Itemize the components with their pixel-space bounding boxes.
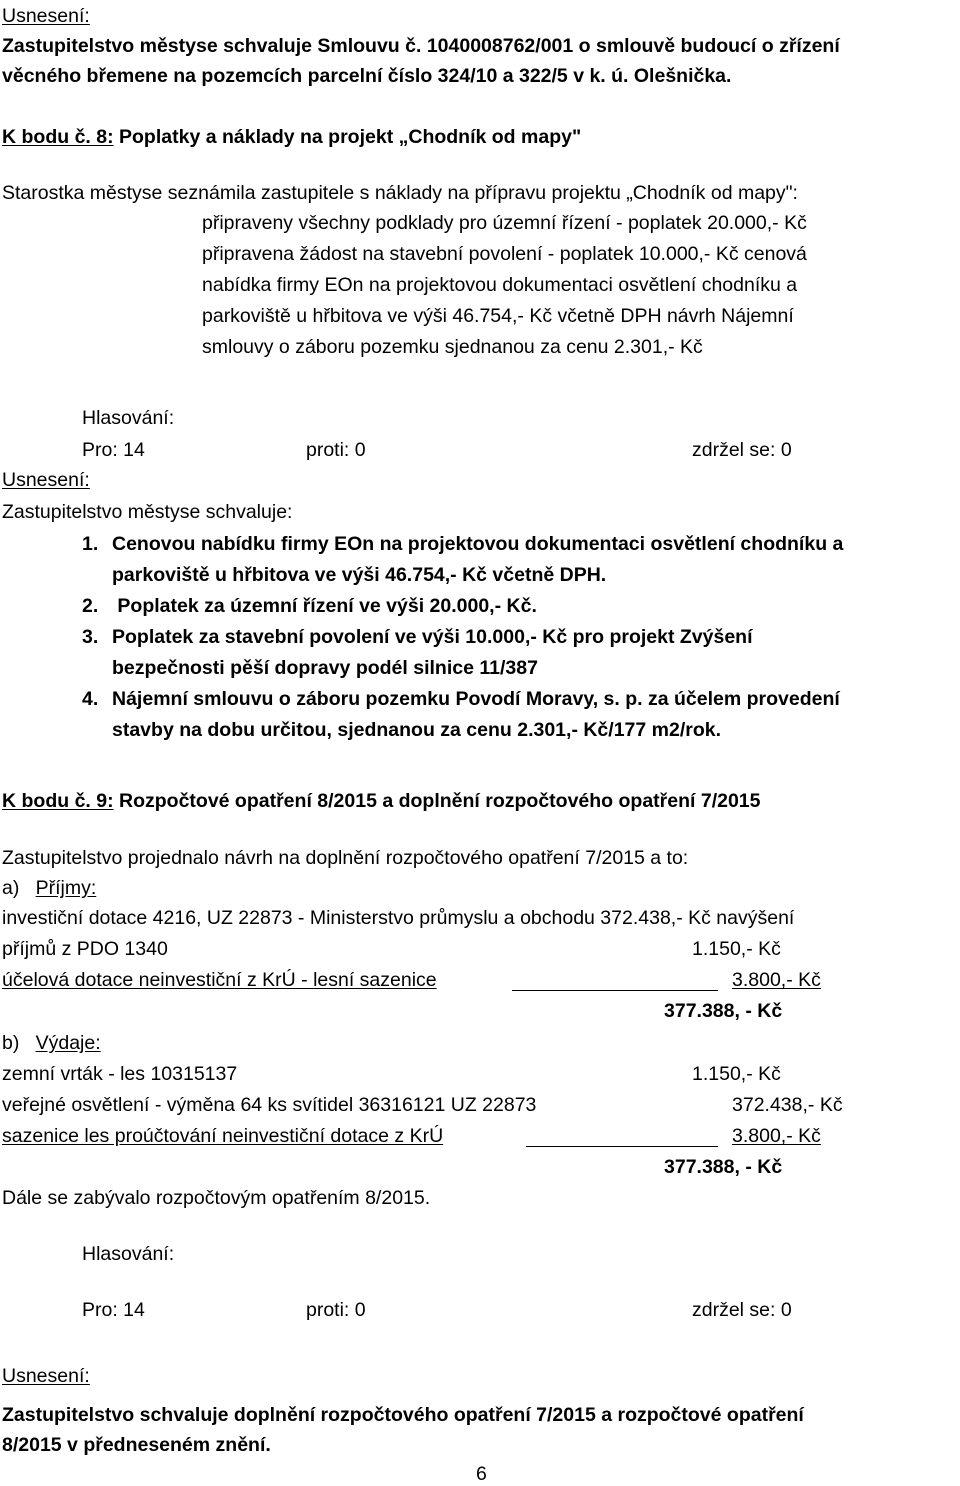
resolution-text-line-2: věcného břemene na pozemcích parcelní číslo 324/10 a 322/5 v k. ú. Olešnička. xyxy=(2,65,732,87)
item-8-heading xyxy=(2,125,581,149)
item-8-line: nabídka firmy EOn na projektovou dokumentaci osvětlení chodníku a xyxy=(202,274,798,296)
expense-row-2-label: veřejné osvětlení - výměna 64 ks svítidel 36316121 UZ 22873 xyxy=(2,1094,537,1116)
expense-total: 377.388, - Kč xyxy=(664,1156,783,1178)
resolution-item-4-cont: stavby na dobu určitou, sjednanou za cenu 2.301,- Kč/177 m2/rok. xyxy=(112,719,722,741)
item-8-intro: Starostka městyse seznámila zastupitele s náklady na přípravu projektu „Chodník od mapy": xyxy=(2,182,798,204)
resolution-item-1: 1. Cenovou nabídku firmy EOn na projektovou dokumentaci osvětlení chodníku a xyxy=(82,533,844,555)
expense-row-3-label: sazenice les proúčtování neinvestiční dotace z KrÚ xyxy=(2,1125,444,1147)
item-8-line: parkoviště u hřbitova ve výši 46.754,- Kč včetně DPH návrh Nájemní xyxy=(202,305,794,327)
vote-for-8: Pro: 14 xyxy=(82,439,145,461)
item-9-prefix: K bodu č. 9: xyxy=(2,790,114,812)
vote-heading-9: Hlasování: xyxy=(82,1243,175,1265)
item-9-title: Rozpočtové opatření 8/2015 a doplnění rozpočtového opatření 7/2015 xyxy=(113,790,761,812)
income-row-3-amount: 3.800,- Kč xyxy=(732,969,821,991)
vote-abstain-8: zdržel se: 0 xyxy=(692,439,792,461)
closing-text: Dále se zabývalo rozpočtovým opatřením 8/2015. xyxy=(2,1187,431,1209)
resolution-text-9-line-2: 8/2015 v předneseném znění. xyxy=(2,1434,271,1456)
vote-against-9: proti: 0 xyxy=(306,1299,366,1321)
resolution-item-4: 4. Nájemní smlouvu o záboru pozemku Povodí Moravy, s. p. za účelem provedení xyxy=(82,688,840,710)
vote-against-8: proti: 0 xyxy=(306,439,366,461)
income-heading: a) Příjmy: xyxy=(2,877,97,899)
expense-row-3-fill-line xyxy=(526,1146,718,1147)
item-8-prefix: K bodu č. 8: xyxy=(2,126,114,148)
item-9-heading xyxy=(2,789,761,813)
income-total: 377.388, - Kč xyxy=(664,1000,783,1022)
expense-row-2-amount: 372.438,- Kč xyxy=(732,1094,843,1116)
item-8-line: smlouvy o záboru pozemku sjednanou za cenu 2.301,- Kč xyxy=(202,336,703,358)
resolution-heading-1: Usnesení: xyxy=(2,5,90,27)
vote-abstain-9: zdržel se: 0 xyxy=(692,1299,792,1321)
income-row-2-label: příjmů z PDO 1340 xyxy=(2,938,168,960)
page-number: 6 xyxy=(476,1463,487,1485)
resolution-text-line-1: Zastupitelstvo městyse schvaluje Smlouvu č. 1040008762/001 o smlouvě budoucí o zřízení xyxy=(2,35,840,57)
resolution-heading-9: Usnesení: xyxy=(2,1365,90,1387)
resolution-item-3: 3. Poplatek za stavební povolení ve výši 10.000,- Kč pro projekt Zvýšení xyxy=(82,626,753,648)
resolution-item-2: 2. Poplatek za územní řízení ve výši 20.000,- Kč. xyxy=(82,595,537,617)
item-9-intro: Zastupitelstvo projednalo návrh na doplnění rozpočtového opatření 7/2015 a to: xyxy=(2,847,689,869)
expense-row-1-amount: 1.150,- Kč xyxy=(692,1063,781,1085)
income-row-2-amount: 1.150,- Kč xyxy=(692,938,781,960)
resolution-item-3-cont: bezpečnosti pěší dopravy podél silnice 11/387 xyxy=(112,657,538,679)
item-8-line: připravena žádost na stavební povolení - poplatek 10.000,- Kč cenová xyxy=(202,243,807,265)
item-8-line: připraveny všechny podklady pro územní řízení - poplatek 20.000,- Kč xyxy=(202,212,807,234)
expense-row-1-label: zemní vrták - les 10315137 xyxy=(2,1063,238,1085)
item-8-title: Poplatky a náklady na projekt „Chodník od mapy" xyxy=(113,126,582,148)
resolution-item-1-cont: parkoviště u hřbitova ve výši 46.754,- Kč včetně DPH. xyxy=(112,564,607,586)
vote-for-9: Pro: 14 xyxy=(82,1299,145,1321)
income-row-3-fill-line xyxy=(512,990,718,991)
resolution-text-9-line-1: Zastupitelstvo schvaluje doplnění rozpočtového opatření 7/2015 a rozpočtové opatření xyxy=(2,1404,804,1426)
vote-heading-8: Hlasování: xyxy=(82,407,175,429)
expense-row-3-amount: 3.800,- Kč xyxy=(732,1125,821,1147)
income-row-3-label: účelová dotace neinvestiční z KrÚ - lesní sazenice xyxy=(2,969,437,991)
resolution-heading-8: Usnesení: xyxy=(2,469,90,491)
expense-heading: b) Výdaje: xyxy=(2,1032,101,1054)
income-row-1: investiční dotace 4216, UZ 22873 - Ministerstvo průmyslu a obchodu 372.438,- Kč navýšení xyxy=(2,907,795,929)
resolution-intro-8: Zastupitelstvo městyse schvaluje: xyxy=(2,501,293,523)
